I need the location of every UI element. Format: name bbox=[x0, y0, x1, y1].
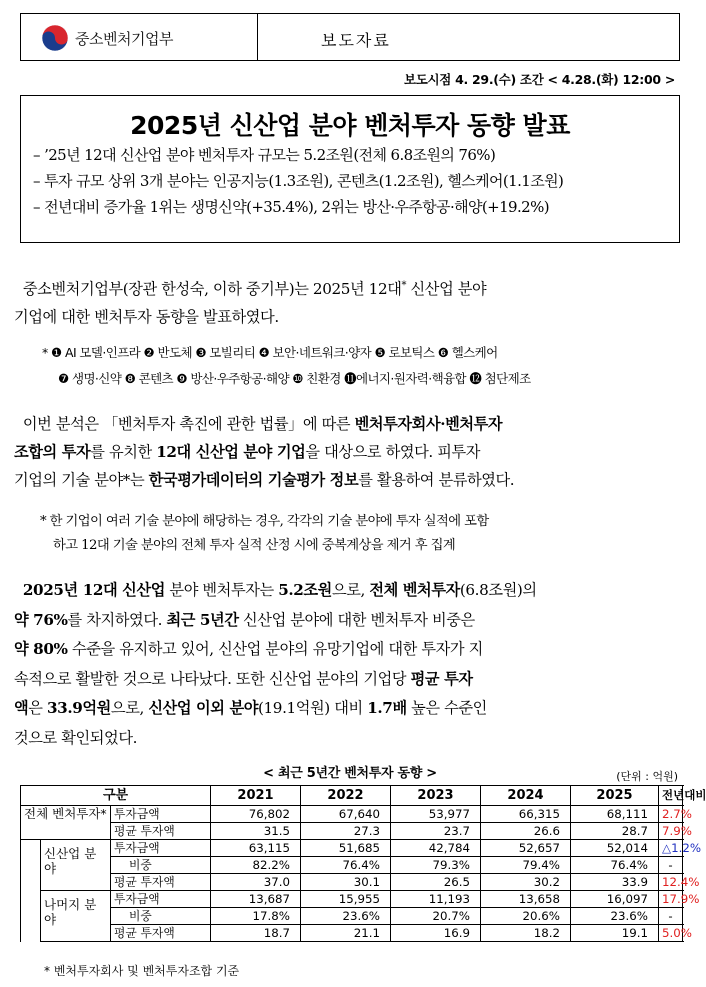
sector-list bbox=[42, 340, 687, 392]
table-header-row bbox=[21, 786, 683, 806]
table-cell: 27.3 bbox=[301, 823, 391, 840]
table-cell: 26.5 bbox=[391, 874, 481, 891]
ministry-logo bbox=[41, 24, 173, 52]
row-label: 평균 투자액 bbox=[111, 823, 211, 840]
group-label: 나머지 분야 bbox=[41, 891, 111, 942]
sector-list-line: * ❶ AI 모델·인프라 ❷ 반도체 ❸ 모빌리티 ❹ 보안·네트워크·양자 ❺ 로보틱스 ❻ 헬스케어 bbox=[42, 345, 498, 360]
header-cell: 2024 bbox=[481, 786, 571, 806]
table-row bbox=[21, 857, 683, 874]
row-label: 투자금액 bbox=[111, 891, 211, 908]
change-cell: - bbox=[659, 857, 683, 874]
table-cell: 13,658 bbox=[481, 891, 571, 908]
table-cell: 18.2 bbox=[481, 925, 571, 942]
table-cell: 42,784 bbox=[391, 840, 481, 857]
table-cell: 66,315 bbox=[481, 806, 571, 823]
table-cell: 28.7 bbox=[571, 823, 659, 840]
sector-list-line: ❼ 생명·신약 ❽ 콘텐츠 ❾ 방산·우주항공·해양 ❿ 친환경 ⓫에너지·원자력·핵융합 ⓬ 첨단제조 bbox=[58, 371, 531, 386]
table-cell: 26.6 bbox=[481, 823, 571, 840]
table-cell: 23.7 bbox=[391, 823, 481, 840]
table-cell: 33.9 bbox=[571, 874, 659, 891]
change-cell: 2.7% bbox=[659, 806, 683, 823]
table-cell: 23.6% bbox=[571, 908, 659, 925]
table-cell: 21.1 bbox=[301, 925, 391, 942]
row-label: 비중 bbox=[111, 857, 211, 874]
row-label: 비중 bbox=[111, 908, 211, 925]
table-cell: 76.4% bbox=[571, 857, 659, 874]
table-cell: 63,115 bbox=[211, 840, 301, 857]
table-cell: 30.2 bbox=[481, 874, 571, 891]
row-label: 투자금액 bbox=[111, 806, 211, 823]
change-cell: 7.9% bbox=[659, 823, 683, 840]
change-cell: - bbox=[659, 908, 683, 925]
table-cell: 19.1 bbox=[571, 925, 659, 942]
summary-box bbox=[20, 95, 680, 243]
table-cell: 30.1 bbox=[301, 874, 391, 891]
indent-cell bbox=[21, 840, 41, 942]
table-cell: 79.3% bbox=[391, 857, 481, 874]
table-row bbox=[21, 891, 683, 908]
table-cell: 52,657 bbox=[481, 840, 571, 857]
method-paragraph: 이번 분석은 「벤처투자 촉진에 관한 법률」에 따른 벤처투자회사·벤처투자 조합의 투자를 유치한 12대 신산업 분야 기업을 대상으로 하였다. 피투자 기업의 기술 분야*는 한국평가데이터의 기술평가 정보를 활용하여 분류하였다. bbox=[14, 415, 515, 489]
header-cell: 2025 bbox=[571, 786, 659, 806]
table-cell: 31.5 bbox=[211, 823, 301, 840]
table-cell: 17.8% bbox=[211, 908, 301, 925]
method-note: * 한 기업이 여러 기술 분야에 해당하는 경우, 각각의 기술 분야에 투자 실적에 포함 하고 12대 기술 분야의 전체 투자 실적 산정 시에 중복계상을 제거 후 집계 bbox=[40, 514, 489, 553]
investment-table bbox=[20, 785, 706, 942]
press-header bbox=[20, 13, 680, 61]
table-cell: 79.4% bbox=[481, 857, 571, 874]
table-cell: 67,640 bbox=[301, 806, 391, 823]
intro-paragraph: 중소벤처기업부(장관 한성숙, 이하 중기부)는 2025년 12대* 신산업 분야 기업에 대한 벤처투자 동향을 발표하였다. bbox=[14, 280, 487, 327]
ministry-name: 중소벤처기업부 bbox=[75, 29, 173, 48]
table-cell: 68,111 bbox=[571, 806, 659, 823]
summary-bullet: – 투자 규모 상위 3개 분야는 인공지능(1.3조원), 콘텐츠(1.2조원), 헬스케어(1.1조원) bbox=[33, 172, 564, 190]
header-cell: 2023 bbox=[391, 786, 481, 806]
table-cell: 82.2% bbox=[211, 857, 301, 874]
headline: 2025년 신산업 분야 벤처투자 동향 발표 bbox=[130, 111, 570, 140]
change-cell: 12.4% bbox=[659, 874, 683, 891]
table-cell: 53,977 bbox=[391, 806, 481, 823]
table-row bbox=[21, 908, 683, 925]
table-cell: 15,955 bbox=[301, 891, 391, 908]
table-row bbox=[21, 823, 683, 840]
header-cell: 구분 bbox=[21, 786, 211, 806]
table-cell: 37.0 bbox=[211, 874, 301, 891]
document-type: 보도자료 bbox=[321, 31, 391, 50]
table-cell: 16,097 bbox=[571, 891, 659, 908]
change-cell: 5.0% bbox=[659, 925, 683, 942]
header-cell: 전년대비 bbox=[659, 786, 683, 806]
taegeuk-icon bbox=[41, 24, 69, 52]
table-row bbox=[21, 840, 683, 857]
header-divider bbox=[257, 14, 258, 60]
table-cell: 11,193 bbox=[391, 891, 481, 908]
table-row bbox=[21, 874, 683, 891]
table-cell: 20.7% bbox=[391, 908, 481, 925]
table-cell: 16.9 bbox=[391, 925, 481, 942]
table-cell: 18.7 bbox=[211, 925, 301, 942]
summary-bullet: – 전년대비 증가율 1위는 생명신약(+35.4%), 2위는 방산·우주항공·해양(+19.2%) bbox=[33, 198, 550, 216]
change-cell: △1.2% bbox=[659, 840, 683, 857]
change-cell: 17.9% bbox=[659, 891, 683, 908]
group-label: 전체 벤처투자* bbox=[21, 806, 111, 840]
table-cell: 13,687 bbox=[211, 891, 301, 908]
header-cell: 2021 bbox=[211, 786, 301, 806]
row-label: 평균 투자액 bbox=[111, 925, 211, 942]
header-cell: 2022 bbox=[301, 786, 391, 806]
embargo-time: 보도시점 4. 29.(수) 조간 < 4.28.(화) 12:00 > bbox=[403, 72, 675, 87]
table-cell: 23.6% bbox=[301, 908, 391, 925]
table-title: < 최근 5년간 벤처투자 동향 > bbox=[263, 766, 437, 781]
findings-paragraph: 2025년 12대 신산업 분야 벤처투자는 5.2조원으로, 전체 벤처투자(6.8조원)의 약 76%를 차지하였다. 최근 5년간 신산업 분야에 대한 벤처투자 비중은 약 80% 수준을 유지하고 있어, 신산업 분야의 유망기업에 대한 투자가 지 속적으로 활발한 것으로 나타났다. 또한 신산업 분야의 기업당 평균 투자 액은 33.9억원으로, 신산업 이외 분야(19.1억원) 대비 1.7배 높은 수준인 것으로 확인되었다. bbox=[14, 581, 537, 747]
table-row bbox=[21, 925, 683, 942]
group-label: 신산업 분야 bbox=[41, 840, 111, 891]
row-label: 평균 투자액 bbox=[111, 874, 211, 891]
row-label: 투자금액 bbox=[111, 840, 211, 857]
table-cell: 51,685 bbox=[301, 840, 391, 857]
table-cell: 52,014 bbox=[571, 840, 659, 857]
table-cell: 76,802 bbox=[211, 806, 301, 823]
table-cell: 76.4% bbox=[301, 857, 391, 874]
table-row bbox=[21, 806, 683, 823]
summary-bullet: – ’25년 12대 신산업 분야 벤처투자 규모는 5.2조원(전체 6.8조원의 76%) bbox=[33, 146, 496, 164]
table-footnote: * 벤처투자회사 및 벤처투자조합 기준 bbox=[44, 964, 240, 978]
table-unit: (단위 : 억원) bbox=[616, 770, 678, 783]
table-cell: 20.6% bbox=[481, 908, 571, 925]
